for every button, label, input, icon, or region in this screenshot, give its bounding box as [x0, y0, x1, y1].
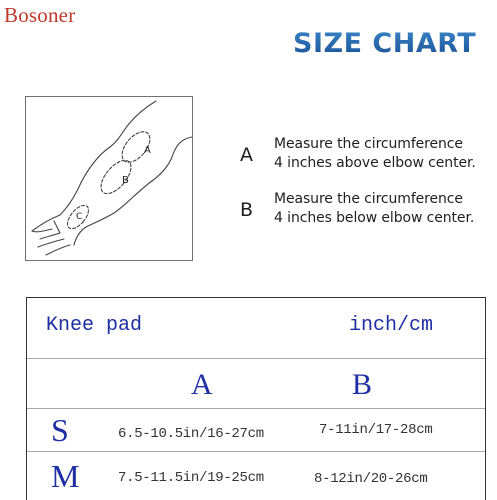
column-a-header: A: [191, 368, 213, 401]
column-b-header: B: [352, 368, 373, 401]
measure-b-letter: B: [240, 199, 254, 221]
size-m-b-value: 8-12in/20-26cm: [314, 471, 428, 487]
size-table: [26, 297, 486, 500]
label-a: A: [144, 145, 151, 156]
size-s-a-value: 6.5-10.5in/16-27cm: [118, 426, 264, 442]
size-s-label: S: [51, 412, 69, 448]
measure-a-line1: Measure the circumference: [274, 136, 463, 152]
size-m-label: M: [51, 458, 80, 494]
label-c: C: [76, 212, 83, 222]
arm-drawing: [26, 97, 192, 260]
size-m-a-value: 7.5-11.5in/19-25cm: [118, 470, 264, 486]
label-b: B: [122, 175, 129, 186]
divider: [27, 451, 485, 452]
page-title: SIZE CHART: [293, 28, 477, 59]
table-product: Knee pad: [46, 314, 143, 337]
measure-b-line1: Measure the circumference: [274, 191, 463, 207]
measure-a-line2: 4 inches above elbow center.: [274, 155, 476, 171]
divider: [27, 408, 485, 409]
table-unit: inch/cm: [349, 314, 434, 337]
measure-b-line2: 4 inches below elbow center.: [274, 210, 475, 226]
size-s-b-value: 7-11in/17-28cm: [319, 422, 433, 438]
arm-illustration: [25, 96, 193, 261]
brand-logo: Bosoner: [4, 3, 76, 27]
measure-a-letter: A: [240, 144, 253, 166]
divider: [27, 358, 485, 359]
